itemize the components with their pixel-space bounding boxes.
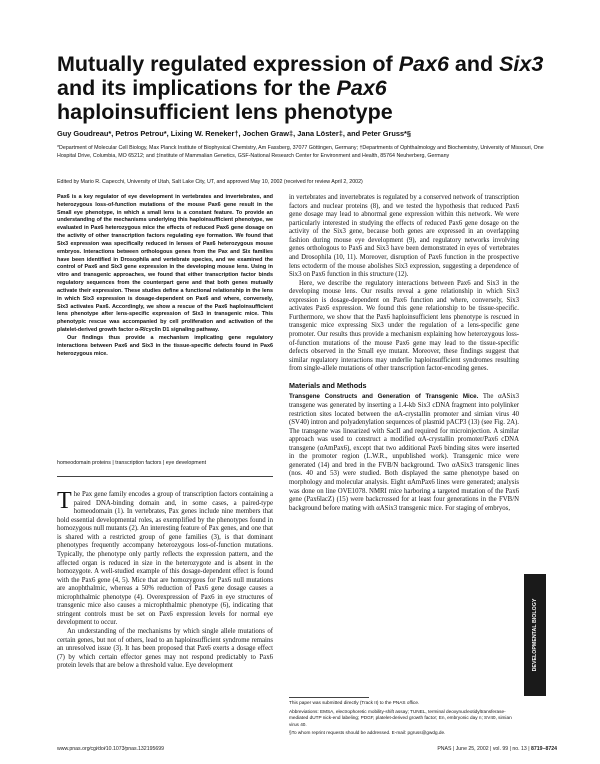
section-tab bbox=[524, 574, 546, 696]
abstract-paragraph: Our findings thus provide a mechanism implicating gene regulatory interactions between Pax6 and Six3 in the tissue-specific defects found in Pax6 heterozygous mice. bbox=[57, 334, 273, 357]
divider bbox=[57, 476, 273, 477]
issue-number: no. 13 bbox=[512, 746, 527, 752]
keywords: homeodomain proteins | transcription factors | eye development bbox=[57, 460, 207, 466]
page-footer bbox=[57, 744, 557, 754]
section-heading: Materials and Methods bbox=[289, 380, 367, 390]
footnote: §To whom reprint requests should be addressed. E-mail: pgruss@gwdg.de. bbox=[289, 730, 446, 736]
title-text: Mutually regulated expression of bbox=[57, 52, 399, 76]
title-text: and bbox=[448, 52, 500, 76]
right-column bbox=[289, 194, 519, 513]
abstract-paragraph: Pax6 is a key regulator of eye development in vertebrates and invertebrates, and heterozygous loss-of-function mutations of the mouse Pax6 gene result in the Small eye phenotype, in which a small lens is a constant feature. To provide an understanding of the mechanisms underlying this haploinsufficient phenotype, we evaluated in Pax6 heterozygous mice the effects of reduced Pax6 gene dosage on the activity of other transcription factors regulating eye formation. We found that Six3 expression was specifically reduced in lenses of Pax6 heterozygous mouse embryos. Interactions between orthologous genes from the Pax and Six families have been identified in Drosophila and vertebrate species, and we examined the control of Pax6 and Six3 gene expression in the developing mouse lens. Using in vitro and transgenic approaches, we found that either transcription factor binds regulatory sequences from the counterpart gene and that both genes mutually activate their expression. These studies define a functional relationship in the lens in which Six3 expression is dosage-dependent on Pax6 and where, conversely, Six3 activates Pax6. Accordingly, we show a rescue of the Pax6 haploinsufficient lens phenotype after lens-specific expression of Six3 in transgenic mice. This phenotypic rescue was accompanied by cell proliferation and activation of the platelet-derived growth factor α-R/cyclin D1 signaling pathway. bbox=[57, 194, 273, 334]
abstract bbox=[57, 194, 273, 358]
footnote: This paper was submitted directly (Track II) to the PNAS office. bbox=[289, 700, 420, 705]
section-tab-label: DEVELOPMENTAL BIOLOGY bbox=[531, 598, 538, 672]
footnote: Abbreviations: EMSA, electrophoretic mobility-shift assay; TUNEL, terminal deoxynucleotidyltransferase-mediated dUTP nick-end labeling; PDGF, platelet-derived growth factor; En, embryonic day n; SV40, simian virus 40. bbox=[289, 708, 512, 727]
page-range: 8719–8724 bbox=[531, 746, 557, 752]
edited-by-line: Edited by Mario R. Capecchi, University of Utah, Salt Lake City, UT, and approved May 10, 2002 (received for review April 2, 2002) bbox=[57, 179, 363, 185]
journal-name: PNAS bbox=[437, 746, 452, 752]
methods-text: The αASix3 transgene was generated by inserting a 1.4-kb Six3 cDNA fragment into polylinker restriction sites located between the αA-crystallin promoter and simian virus 40 (SV40) intron and polyadenylation sequences of plasmid pACP3 (13) (see Fig. 2A). The transgene was linearized with SacII and required for microinjection. A similar approach was used to construct a modified αA-crystallin promoter/Pax6 cDNA transgene (αAmPax6), except that two additional Pax6 binding sites were inserted in the promoter region (L.W.R., unpublished work). Transgenic mice were generated (14) and bred in the FVB/N background. Two αASix3 transgenic lines (nos. 40 and 53) were studied. Both displayed the same phenotype based on morphology and molecular analysis. Eight αAmPax6 lines were generated; analysis was done on line OVE1078. NMRI mice harboring a targeted mutation of the Pax6 gene (Pax6lacZ) (15) were backcrossed for at least four generations in the FVB/N background before mating with αASix3 transgenic mice. For staging of embryos, bbox=[289, 393, 520, 512]
issue-date: June 25, 2002 bbox=[455, 746, 489, 752]
body-paragraph bbox=[289, 393, 519, 513]
title-gene: Pax6 bbox=[336, 76, 387, 100]
intro-paragraph: An understanding of the mechanisms by which single allele mutations of certain genes, but not of others, lead to an haploinsufficient syndrome remains an unresolved issue (3). It has been proposed that Pax6 exerts a dosage effect (7) by which certain effector genes may not respond predictably to Pax6 protein levels that are below a threshold value. Eye development bbox=[57, 628, 273, 670]
intro-paragraph bbox=[57, 488, 273, 628]
title-text: haploinsufficient lens phenotype bbox=[57, 100, 393, 124]
drop-cap: T bbox=[57, 488, 72, 514]
article-title bbox=[57, 52, 557, 124]
title-gene: Six3 bbox=[499, 52, 544, 76]
author-list: Guy Goudreau*, Petros Petrou*, Lixing W. Reneker†, Jochen Graw‡, Jana Löster‡, and Peter Gruss*§ bbox=[57, 129, 412, 138]
title-text: and its implications for the bbox=[57, 76, 337, 100]
footnote-divider bbox=[289, 697, 369, 698]
footnotes bbox=[289, 700, 519, 739]
introduction bbox=[57, 488, 273, 671]
volume: vol. 99 bbox=[492, 746, 509, 752]
affiliations: *Department of Molecular Cell Biology, Max Planck Institute of Biophysical Chemistry, Am Fassberg, 37077 Göttingen, Germany; †Departments of Ophthalmology and Biochemistry, University of Missouri, One Hospital Drive, Columbia, MO 65212; and ‡Institute of Mammalian Genetics, GSF-National Research Center for Environment and Health, 85764 Neuherberg, Germany bbox=[57, 145, 544, 159]
body-paragraph: in vertebrates and invertebrates is regulated by a conserved network of transcription factors and nuclear proteins (8), and we tested the hypothesis that reduced Pax6 gene dosage may lead to abnormal gene expression within this network. We were particularly interested in studying the effects of reduced Pax6 gene dosage on the activity of the Six3 gene, because both genes are expressed in an overlapping fashion during mouse eye development (9), and regulatory networks involving genes orthologous to Pax6 and Six3 have been demonstrated in eyes of vertebrates and Drosophila (10, 11). Moreover, disruption of Pax6 function in the prospective lens ectoderm of the mouse abolishes Six3 expression, suggesting a dependence of Six3 on Pax6 function in this structure (12). bbox=[289, 194, 519, 279]
body-paragraph: Here, we describe the regulatory interactions between Pax6 and Six3 in the developing mouse lens. Our results reveal a gene relationship in which Six3 expression is dosage-dependent on Pax6 function and where, conversely, Six3 activates Pax6 expression. We found this gene relationship to be tissue-specific. Furthermore, we show that the Pax6 haploinsufficient lens phenotype is rescued in transgenic mice expressing Six3 under the regulation of a lens-specific gene promoter. Our results thus provide a mechanism explaining how heterozygous loss-of-function mutations of the mouse Pax6 gene may lead to the tissue-specific defects observed in the Small eye mutant. Moreover, these findings suggest that similar regulatory interactions may underlie haploinsufficient syndromes resulting from single-allele mutations of other transcription factor-encoding genes. bbox=[289, 279, 519, 373]
doi-link[interactable]: www.pnas.org∕cgi∕doi∕10.1073∕pnas.132195699 bbox=[57, 746, 165, 752]
title-gene: Pax6 bbox=[398, 52, 449, 76]
subsection-heading: Transgene Constructs and Generation of Transgenic Mice. bbox=[289, 393, 479, 401]
intro-text: he Pax gene family encodes a group of transcription factors containing a paired DNA-binding domain and, in some cases, a paired-type homeodomain (1). In vertebrates, Pax genes include nine members that hold essential developmental roles, as exemplified by the phenotypes found in homozygous null mutants (2). An interesting feature of Pax genes, and one that is shared with a restricted group of gene families (3), is that dominant phenotypes frequently accompany heterozygous loss-of-function mutations. Typically, the phenotype only partly reflects the expression pattern, and the affected organ is reduced in size in the heterozygote and is absent in the homozygote. A well-studied example of this dosage-dependent effect is found with the Pax6 gene (4, 5). Mice that are homozygous for Pax6 null mutations are anophthalmic, whereas a 50% reduction of Pax6 gene dosage causes a microphthalmic phenotype (4). Overexpression of Pax6 in eye structures of transgenic mice also causes a microphthalmic phenotype (6), indicating that stringent controls must be set on Pax6 expression levels for normal eye development to occur. bbox=[57, 491, 273, 627]
citation: PNAS | June 25, 2002 | vol. 99 | no. 13 | 8719–8724 bbox=[437, 746, 557, 752]
